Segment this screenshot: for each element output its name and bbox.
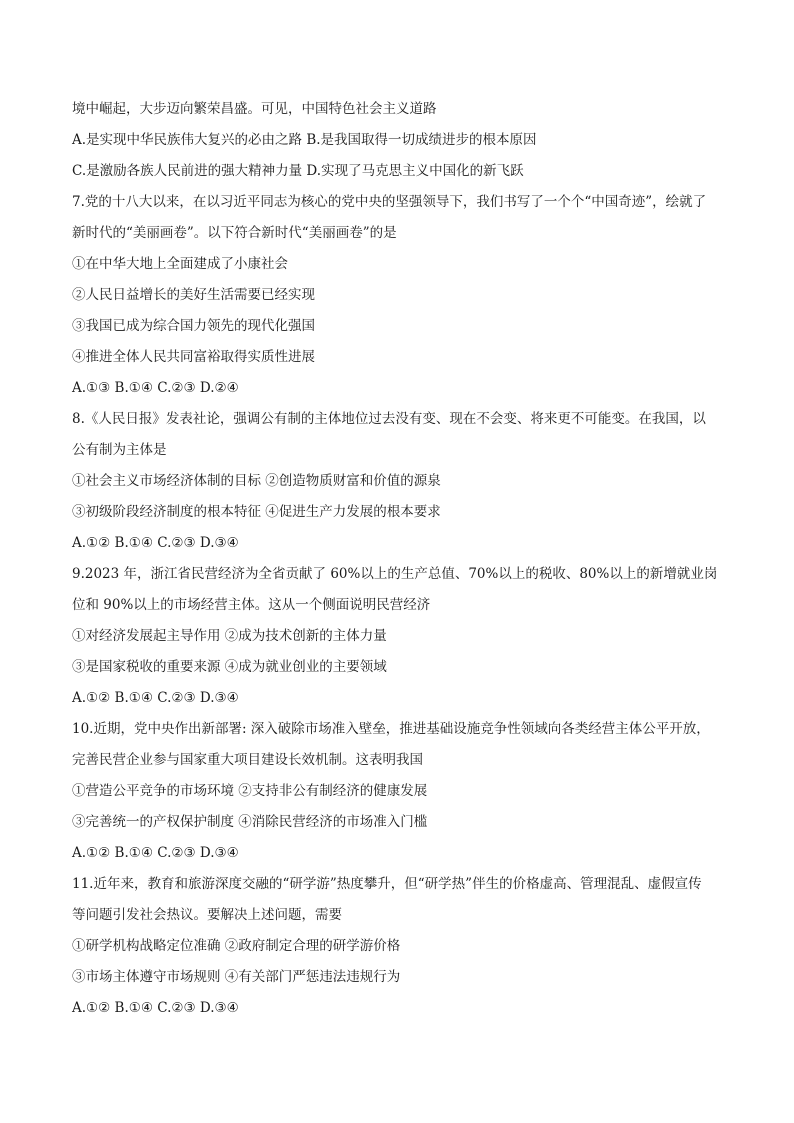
q8-stem-line2: 公有制为主体是 <box>72 442 167 458</box>
q7-stem-line1: 7.党的十八大以来，在以习近平同志为核心的党中央的坚强领导下，我们书写了一个个“中国奇迹”，绘就了 <box>72 194 707 210</box>
q7-item-4: ④推进全体人民共同富裕取得实质性进展 <box>72 349 315 365</box>
q11-stem-line1: 11.近年来，教育和旅游深度交融的“研学游”热度攀升，但“研学热”伴生的价格虚高、管理混乱、虚假宣传 <box>72 876 702 892</box>
q9-choices: A.①② B.①④ C.②③ D.③④ <box>72 690 239 706</box>
q6-options-cd: C.是激励各族人民前进的强大精神力量 D.实现了马克思主义中国化的新飞跃 <box>72 163 524 179</box>
q11-items-line2: ③市场主体遵守市场规则 ④有关部门严惩违法违规行为 <box>72 969 401 985</box>
q6-stem-continued: 境中崛起，大步迈向繁荣昌盛。可见，中国特色社会主义道路 <box>72 101 437 117</box>
q7-choices: A.①③ B.①④ C.②③ D.②④ <box>72 380 239 396</box>
q10-stem-line1: 10.近期，党中央作出新部署: 深入破除市场准入壁垒，推进基础设施竞争性领域向各类经营主体公平开放， <box>72 721 710 737</box>
q8-choices: A.①② B.①④ C.②③ D.③④ <box>72 535 239 551</box>
q7-stem-line2: 新时代的“美丽画卷”。以下符合新时代“美丽画卷”的是 <box>72 225 397 241</box>
q11-choices: A.①② B.①④ C.②③ D.③④ <box>72 1000 239 1016</box>
q10-items-line2: ③完善统一的产权保护制度 ④消除民营经济的市场准入门槛 <box>72 814 428 830</box>
q10-items-line1: ①营造公平竞争的市场环境 ②支持非公有制经济的健康发展 <box>72 783 428 799</box>
q7-item-2: ②人民日益增长的美好生活需要已经实现 <box>72 287 315 303</box>
q9-stem-line2: 位和 90%以上的市场经营主体。这从一个侧面说明民营经济 <box>72 597 431 613</box>
q11-stem-line2: 等问题引发社会热议。要解决上述问题，需要 <box>72 907 342 923</box>
q8-stem-line1: 8.《人民日报》发表社论，强调公有制的主体地位过去没有变、现在不会变、将来更不可能变。在我国，以 <box>72 411 706 427</box>
q8-items-line2: ③初级阶段经济制度的根本特征 ④促进生产力发展的根本要求 <box>72 504 441 520</box>
q10-choices: A.①② B.①④ C.②③ D.③④ <box>72 845 239 861</box>
q9-stem-line1: 9.2023 年，浙江省民营经济为全省贡献了 60%以上的生产总值、70%以上的税收、80%以上的新增就业岗 <box>72 566 718 582</box>
q10-stem-line2: 完善民营企业参与国家重大项目建设长效机制。这表明我国 <box>72 752 423 768</box>
q9-items-line1: ①对经济发展起主导作用 ②成为技术创新的主体力量 <box>72 628 387 644</box>
q6-options-ab: A.是实现中华民族伟大复兴的必由之路 B.是我国取得一切成绩进步的根本原因 <box>72 132 537 148</box>
exam-page <box>72 94 732 1024</box>
q11-items-line1: ①研学机构战略定位准确 ②政府制定合理的研学游价格 <box>72 938 401 954</box>
q7-item-3: ③我国已成为综合国力领先的现代化强国 <box>72 318 315 334</box>
q7-item-1: ①在中华大地上全面建成了小康社会 <box>72 256 288 272</box>
q8-items-line1: ①社会主义市场经济体制的目标 ②创造物质财富和价值的源泉 <box>72 473 441 489</box>
q9-items-line2: ③是国家税收的重要来源 ④成为就业创业的主要领域 <box>72 659 387 675</box>
